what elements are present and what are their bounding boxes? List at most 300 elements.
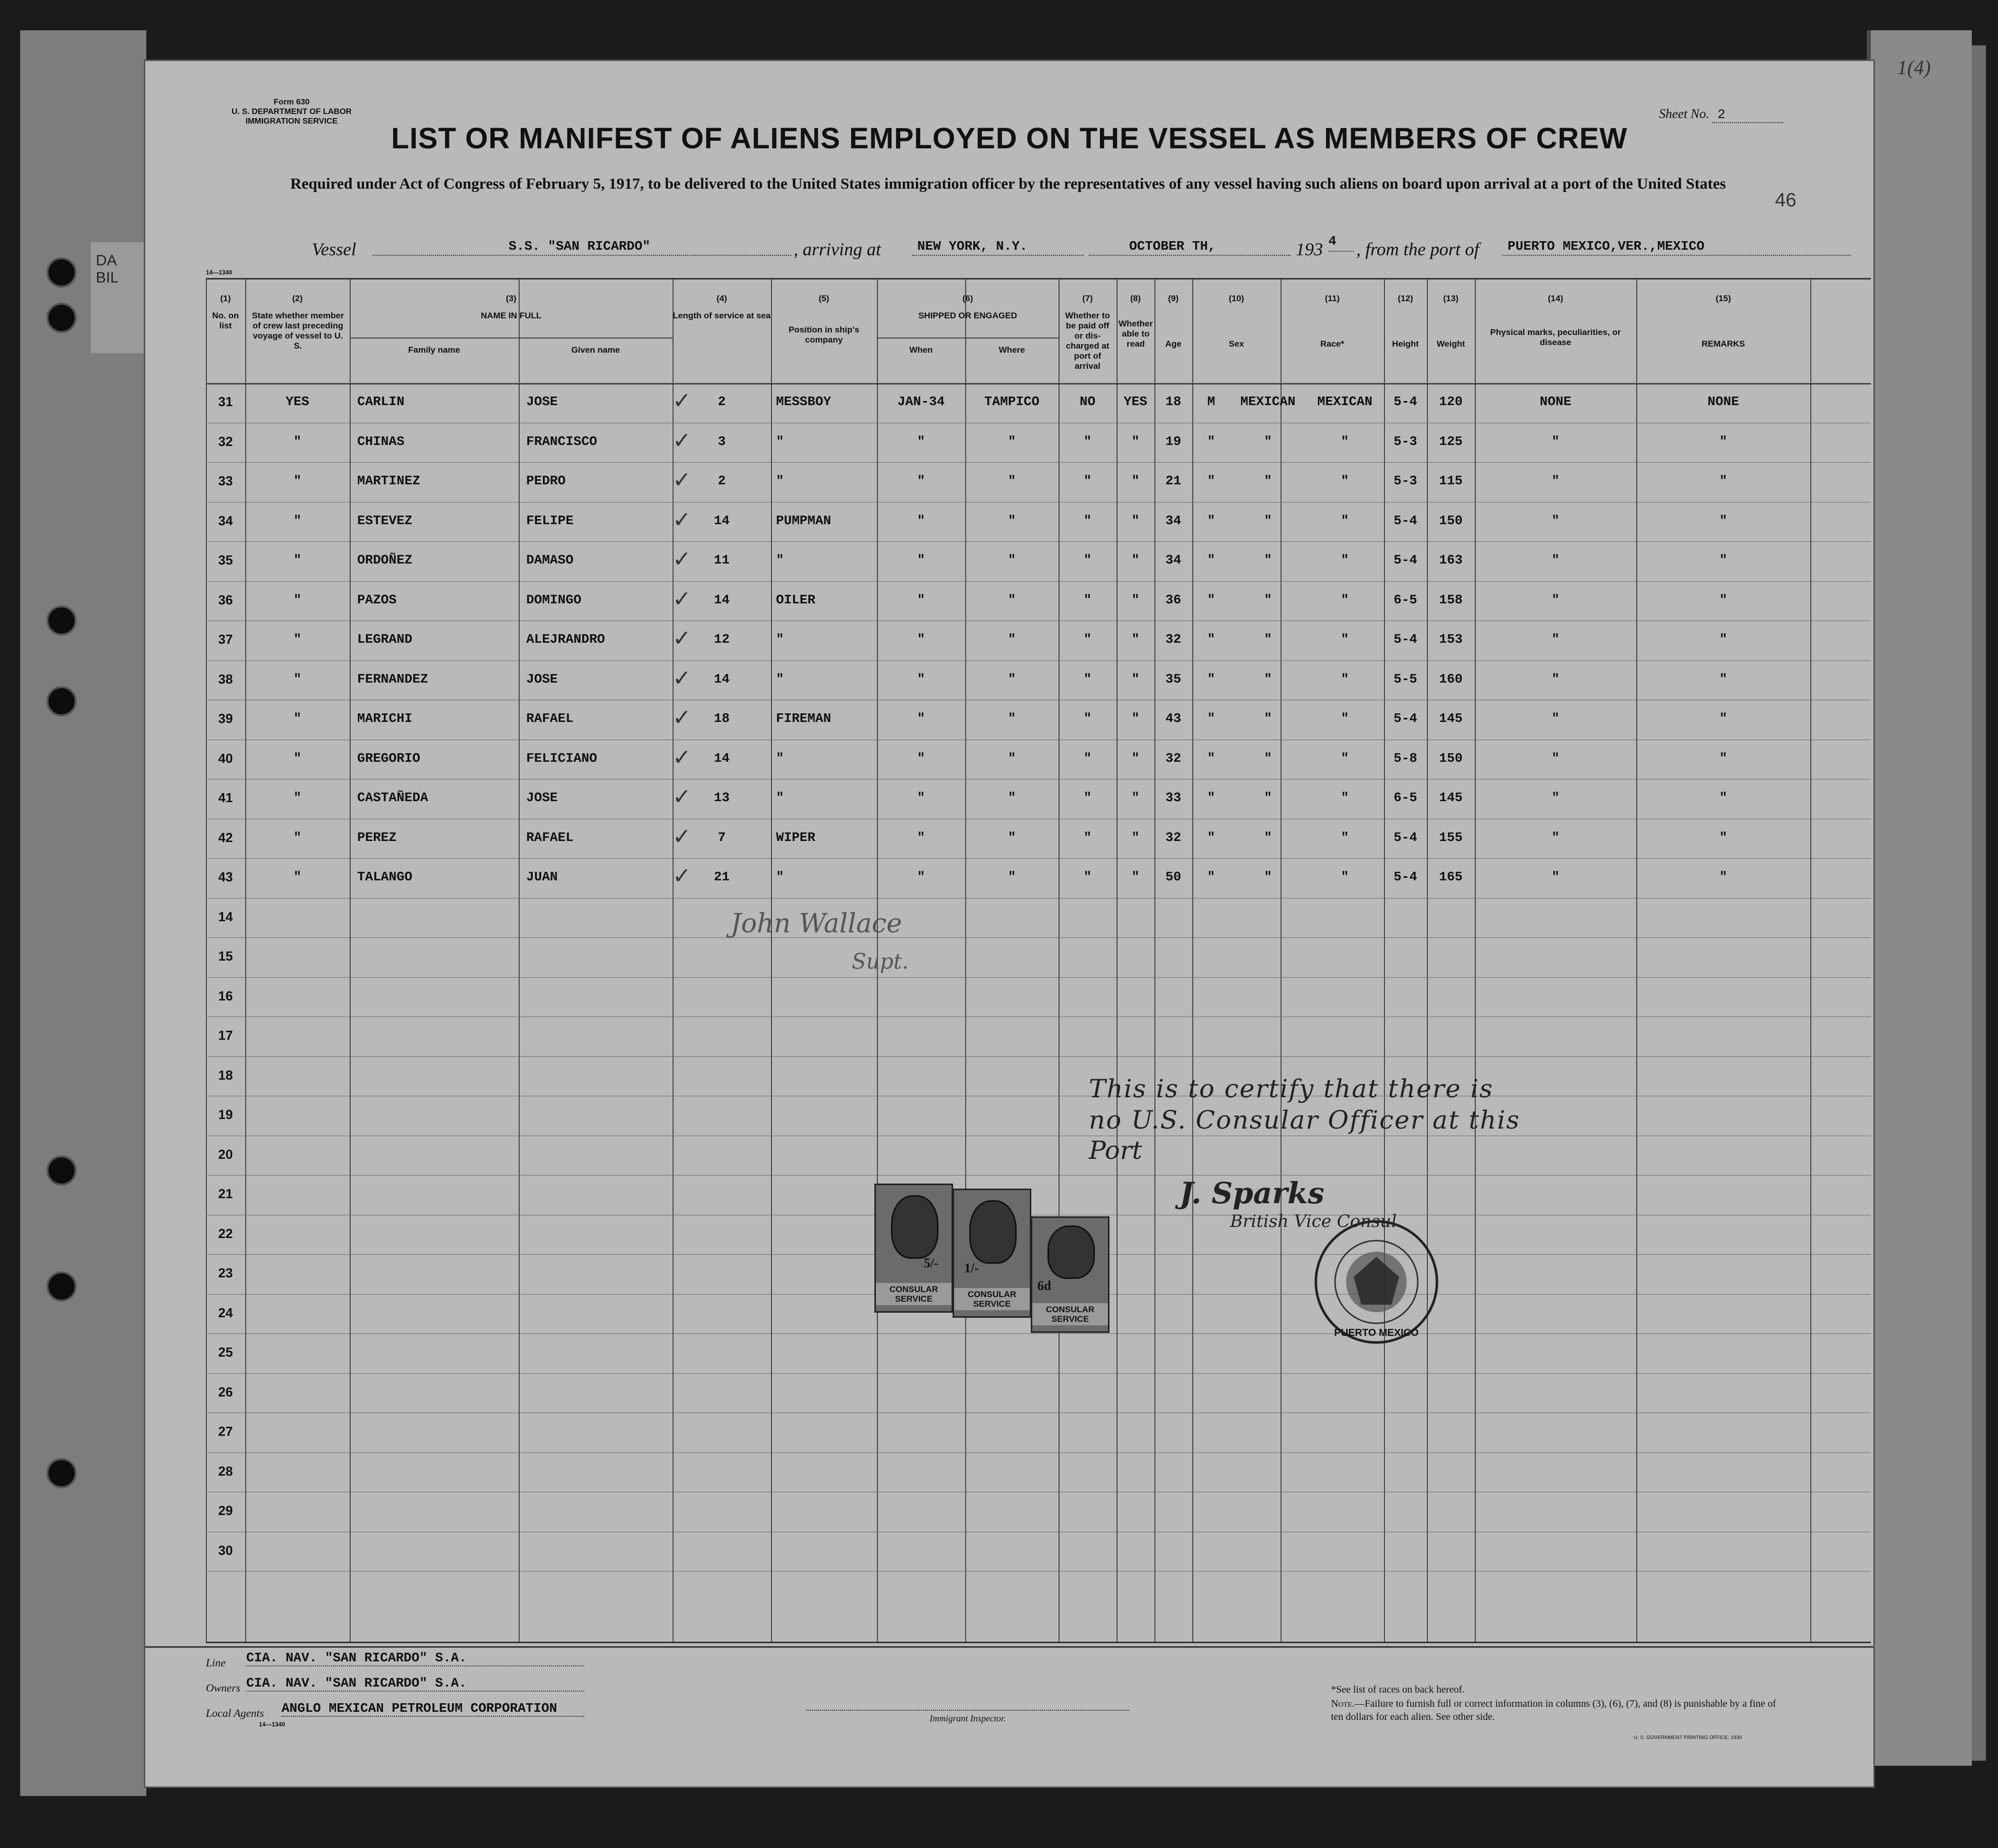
cell-read: " xyxy=(1131,790,1140,805)
sheet-value: 2 xyxy=(1712,107,1783,123)
cell-weight: 145 xyxy=(1439,790,1463,805)
cell-remarks: " xyxy=(1719,790,1728,805)
cell-read: " xyxy=(1131,671,1140,687)
cell-sex: " xyxy=(1207,473,1215,488)
cell-race: " xyxy=(1264,433,1272,449)
cell-physical: " xyxy=(1551,869,1560,884)
cell-given: JOSE xyxy=(526,394,558,409)
cell-length: 2 xyxy=(717,473,726,488)
header-when: When xyxy=(909,345,933,355)
check-mark-icon: ✓ xyxy=(673,468,691,492)
cell-when: " xyxy=(917,790,925,805)
cell-age: 19 xyxy=(1165,433,1182,449)
check-mark-icon: ✓ xyxy=(673,705,691,730)
cell-given: JOSE xyxy=(526,671,558,687)
cell-where: " xyxy=(1008,592,1016,607)
cell-family: ORDOÑEZ xyxy=(357,552,413,568)
cell-no: 31 xyxy=(218,394,233,409)
cell-sex: " xyxy=(1207,433,1215,449)
cell-physical: " xyxy=(1551,433,1560,449)
cell-given: FRANCISCO xyxy=(526,433,597,449)
cell-age: 21 xyxy=(1165,473,1182,488)
cell-nationality: " xyxy=(1341,671,1349,687)
stamp-value: 6d xyxy=(1037,1278,1051,1293)
cell-length: 14 xyxy=(713,513,730,528)
cell-physical: " xyxy=(1551,750,1560,766)
header-family-name: Family name xyxy=(408,345,460,355)
cell-when: " xyxy=(917,592,925,607)
cell-age: 34 xyxy=(1165,552,1182,568)
cell-sex: " xyxy=(1207,750,1215,766)
row-number: 18 xyxy=(218,1067,233,1083)
cell-weight: 158 xyxy=(1439,592,1463,607)
row-number: 25 xyxy=(218,1345,233,1360)
cell-given: FELIPE xyxy=(526,513,574,528)
cell-prev: " xyxy=(293,790,302,805)
cell-remarks: " xyxy=(1719,592,1728,607)
cell-remarks: " xyxy=(1719,433,1728,449)
cell-position: MESSBOY xyxy=(776,394,831,409)
cell-family: MARTINEZ xyxy=(357,473,420,488)
cell-physical: " xyxy=(1551,592,1560,607)
cell-race: " xyxy=(1264,671,1272,687)
cell-race: " xyxy=(1264,473,1272,488)
from-port-field: PUERTO MEXICO,VER.,MEXICO xyxy=(1503,239,1851,256)
cell-sex: " xyxy=(1207,711,1215,726)
check-mark-icon: ✓ xyxy=(673,824,691,849)
cell-paid: " xyxy=(1083,513,1092,528)
cell-when: " xyxy=(917,869,925,884)
cell-position: " xyxy=(776,671,784,687)
cell-height: 6-5 xyxy=(1394,790,1417,805)
cell-prev: " xyxy=(293,552,302,568)
cell-paid: " xyxy=(1083,790,1092,805)
cell-prev: " xyxy=(293,829,302,845)
owners-label: Owners xyxy=(206,1682,241,1694)
cell-prev: " xyxy=(293,711,302,726)
cell-given: JUAN xyxy=(526,869,558,884)
cell-physical: " xyxy=(1551,671,1560,687)
arriving-label: , arriving at xyxy=(794,239,881,259)
cell-read: " xyxy=(1131,711,1140,726)
cell-paid: " xyxy=(1083,433,1092,449)
kings-head-icon xyxy=(1047,1225,1095,1279)
cell-when: " xyxy=(917,632,925,647)
certification-line: Port xyxy=(1089,1136,1142,1165)
cell-age: 32 xyxy=(1165,750,1182,766)
binder-hole xyxy=(46,303,77,333)
cell-where: " xyxy=(1008,790,1016,805)
cell-race: " xyxy=(1264,632,1272,647)
cell-remarks: " xyxy=(1719,829,1728,845)
cell-height: 5-4 xyxy=(1394,632,1417,647)
cell-race: " xyxy=(1264,711,1272,726)
cell-height: 5-4 xyxy=(1394,829,1417,845)
line-label: Line xyxy=(206,1656,226,1669)
from-label: , from the port of xyxy=(1356,239,1479,259)
binder-hole xyxy=(46,1458,77,1488)
cell-sex: " xyxy=(1207,869,1215,884)
row-number: 30 xyxy=(218,1542,233,1558)
cell-nationality: MEXICAN xyxy=(1317,394,1373,409)
cell-length: 21 xyxy=(713,869,730,884)
inspector-label: Immigrant Inspector. xyxy=(929,1713,1006,1723)
cell-remarks: " xyxy=(1719,513,1728,528)
cell-weight: 115 xyxy=(1439,473,1463,488)
header-position: Position in ship's company xyxy=(788,325,860,345)
binder-hole xyxy=(46,257,77,288)
cell-age: 36 xyxy=(1165,592,1182,607)
cell-race: " xyxy=(1264,592,1272,607)
cell-prev: " xyxy=(293,632,302,647)
cell-read: " xyxy=(1131,632,1140,647)
header-race: Race* xyxy=(1320,339,1345,349)
consular-seal xyxy=(1311,1216,1442,1348)
header-length-service: Length of service at sea xyxy=(673,311,771,320)
owners-value: CIA. NAV. "SAN RICARDO" S.A. xyxy=(246,1675,584,1692)
cell-weight: 145 xyxy=(1439,711,1463,726)
check-mark-icon: ✓ xyxy=(673,507,691,532)
cell-physical: " xyxy=(1551,632,1560,647)
print-code: 14—1340 xyxy=(206,269,233,276)
stamp-value: 1/- xyxy=(964,1261,979,1275)
cell-weight: 155 xyxy=(1439,829,1463,845)
cell-race: " xyxy=(1264,869,1272,884)
col-num: (10) xyxy=(1229,294,1244,303)
cell-physical: " xyxy=(1551,552,1560,568)
cell-where: " xyxy=(1008,433,1016,449)
cell-physical: " xyxy=(1551,473,1560,488)
stamp-label: CONSULAR SERVICE xyxy=(954,1288,1030,1310)
service: IMMIGRATION SERVICE xyxy=(245,117,338,126)
cell-no: 40 xyxy=(218,750,233,766)
cell-height: 6-5 xyxy=(1394,592,1417,607)
cell-where: " xyxy=(1008,829,1016,845)
cell-remarks: NONE xyxy=(1707,394,1739,409)
cell-no: 41 xyxy=(218,790,233,805)
col-num: (8) xyxy=(1130,294,1141,303)
consul-title: British Vice Consul xyxy=(1230,1211,1397,1231)
cell-position: OILER xyxy=(776,592,816,607)
check-mark-icon: ✓ xyxy=(673,388,691,413)
cell-given: DOMINGO xyxy=(526,592,582,607)
cell-physical: " xyxy=(1551,829,1560,845)
header-able-read: Whether able to read xyxy=(1119,319,1153,349)
cell-weight: 153 xyxy=(1439,632,1463,647)
cell-sex: " xyxy=(1207,513,1215,528)
cell-position: " xyxy=(776,552,784,568)
cell-when: " xyxy=(917,513,925,528)
check-mark-icon: ✓ xyxy=(673,864,691,888)
cell-physical: " xyxy=(1551,790,1560,805)
cell-paid: " xyxy=(1083,869,1092,884)
col-num: (11) xyxy=(1324,294,1340,303)
cell-family: GREGORIO xyxy=(357,750,420,766)
header-weight: Weight xyxy=(1436,339,1465,349)
binder-hole xyxy=(46,1155,77,1186)
header-state-member: State whether member of crew last preceding voyage of vessel to U. S. xyxy=(252,311,344,351)
cell-where: " xyxy=(1008,711,1016,726)
cell-length: 11 xyxy=(713,552,730,568)
col-num: (6) xyxy=(962,294,973,303)
cell-paid: " xyxy=(1083,829,1092,845)
cell-where: " xyxy=(1008,552,1016,568)
cell-race: " xyxy=(1264,790,1272,805)
row-number: 23 xyxy=(218,1265,233,1280)
cell-prev: " xyxy=(293,433,302,449)
cell-remarks: " xyxy=(1719,632,1728,647)
arrival-date-field: OCTOBER TH, xyxy=(1089,239,1291,256)
cell-prev: " xyxy=(293,671,302,687)
master-signature: John Wallace xyxy=(731,909,902,939)
cell-physical: NONE xyxy=(1539,394,1572,409)
cell-nationality: " xyxy=(1341,513,1349,528)
cell-position: " xyxy=(776,869,784,884)
cell-no: 37 xyxy=(218,632,233,647)
cell-weight: 150 xyxy=(1439,513,1463,528)
header-name-in-full: NAME IN FULL xyxy=(481,311,541,320)
stamp-label: CONSULAR SERVICE xyxy=(1032,1303,1108,1325)
cell-when: " xyxy=(917,711,925,726)
cell-age: 33 xyxy=(1165,790,1182,805)
cell-where: " xyxy=(1008,671,1016,687)
cell-given: PEDRO xyxy=(526,473,566,488)
cell-read: " xyxy=(1131,869,1140,884)
cell-height: 5-4 xyxy=(1394,513,1417,528)
cell-no: 34 xyxy=(218,513,233,528)
cell-nationality: " xyxy=(1341,473,1349,488)
cell-position: " xyxy=(776,750,784,766)
cell-read: " xyxy=(1131,592,1140,607)
row-number: 16 xyxy=(218,988,233,1003)
col-num: (5) xyxy=(818,294,829,303)
binder-hole xyxy=(46,605,77,636)
header-shipped: SHIPPED OR ENGAGED xyxy=(918,311,1017,320)
cell-remarks: " xyxy=(1719,671,1728,687)
cell-length: 7 xyxy=(717,829,726,845)
page-subtitle: Required under Act of Congress of February 5, 1917, to be delivered to the United States immigration officer by the representatives of any vessel having such aliens on board upon arrival at a port of the United States xyxy=(290,175,1726,192)
cell-where: " xyxy=(1008,869,1016,884)
cell-length: 14 xyxy=(713,671,730,687)
cell-sex: " xyxy=(1207,790,1215,805)
cell-prev: " xyxy=(293,592,302,607)
cell-position: WIPER xyxy=(776,829,816,845)
cell-height: 5-4 xyxy=(1394,552,1417,568)
cell-paid: NO xyxy=(1079,394,1096,409)
row-number: 22 xyxy=(218,1225,233,1241)
col-num: (13) xyxy=(1443,294,1459,303)
cell-nationality: " xyxy=(1341,711,1349,726)
check-mark-icon: ✓ xyxy=(673,785,691,809)
cell-sex: M xyxy=(1207,394,1215,409)
cell-given: JOSE xyxy=(526,790,558,805)
binder-tab: DA BIL xyxy=(91,242,146,353)
cell-read: " xyxy=(1131,552,1140,568)
cell-weight: 120 xyxy=(1439,394,1463,409)
year-suffix: 4 xyxy=(1328,234,1354,252)
cell-length: 3 xyxy=(717,433,726,449)
cell-family: CHINAS xyxy=(357,433,405,449)
cell-age: 35 xyxy=(1165,671,1182,687)
binder-hole xyxy=(46,686,77,716)
cell-paid: " xyxy=(1083,711,1092,726)
cell-position: " xyxy=(776,473,784,488)
row-number: 29 xyxy=(218,1503,233,1518)
cell-prev: " xyxy=(293,513,302,528)
vessel-label: Vessel xyxy=(312,239,356,259)
year-prefix: 193 xyxy=(1296,239,1323,259)
check-mark-icon: ✓ xyxy=(673,745,691,770)
binder-hole xyxy=(46,1271,77,1302)
cell-when: " xyxy=(917,671,925,687)
col-num: (14) xyxy=(1547,294,1564,303)
cell-given: RAFAEL xyxy=(526,829,574,845)
sheet-label: Sheet No. xyxy=(1659,106,1709,121)
certification-line: no U.S. Consular Officer at this xyxy=(1089,1105,1521,1135)
cell-nationality: " xyxy=(1341,592,1349,607)
vessel-field: S.S. "SAN RICARDO" xyxy=(372,239,791,256)
check-mark-icon: ✓ xyxy=(673,428,691,453)
header-given-name: Given name xyxy=(571,345,620,355)
col-num: (2) xyxy=(292,294,303,303)
cell-age: 32 xyxy=(1165,829,1182,845)
cell-paid: " xyxy=(1083,552,1092,568)
cell-length: 13 xyxy=(713,790,730,805)
cell-nationality: " xyxy=(1341,433,1349,449)
col-num: (1) xyxy=(220,294,231,303)
failure-note xyxy=(1331,1697,1785,1723)
cell-read: " xyxy=(1131,433,1140,449)
cell-where: TAMPICO xyxy=(984,394,1040,409)
cell-height: 5-4 xyxy=(1394,869,1417,884)
certification-line: This is to certify that there is xyxy=(1089,1074,1493,1103)
cell-when: " xyxy=(917,433,925,449)
cell-remarks: " xyxy=(1719,473,1728,488)
cell-paid: " xyxy=(1083,592,1092,607)
cell-no: 32 xyxy=(218,433,233,449)
cell-nationality: " xyxy=(1341,790,1349,805)
cell-height: 5-5 xyxy=(1394,671,1417,687)
sheet-number xyxy=(1659,106,1783,123)
cell-weight: 160 xyxy=(1439,671,1463,687)
cell-sex: " xyxy=(1207,829,1215,845)
cell-family: LEGRAND xyxy=(357,632,413,647)
col-num: (3) xyxy=(506,294,517,303)
row-number: 24 xyxy=(218,1305,233,1320)
consul-signature: J. Sparks xyxy=(1180,1176,1324,1210)
cell-when: " xyxy=(917,552,925,568)
cell-family: TALANGO xyxy=(357,869,413,884)
arrival-port-field: NEW YORK, N.Y. xyxy=(912,239,1084,256)
cell-length: 14 xyxy=(713,750,730,766)
cell-race: MEXICAN xyxy=(1240,394,1296,409)
cell-age: 32 xyxy=(1165,632,1182,647)
cell-given: ALEJRANDRO xyxy=(526,632,605,647)
kings-head-icon xyxy=(891,1195,938,1259)
check-mark-icon: ✓ xyxy=(673,626,691,651)
cell-no: 42 xyxy=(218,829,233,845)
note-text: —Failure to furnish full or correct information in columns (3), (6), (7), and (8) is punishable by a fine of ten dollars for each alien. See other side. xyxy=(1331,1698,1777,1722)
cell-length: 12 xyxy=(713,632,730,647)
consular-stamp xyxy=(953,1189,1031,1318)
header-sex: Sex xyxy=(1229,339,1244,349)
cell-family: PEREZ xyxy=(357,829,397,845)
consular-stamp xyxy=(874,1184,953,1313)
header-remarks: REMARKS xyxy=(1701,339,1745,349)
cell-given: FELICIANO xyxy=(526,750,597,766)
cell-weight: 125 xyxy=(1439,433,1463,449)
cell-no: 33 xyxy=(218,473,233,488)
note-label: Note. xyxy=(1331,1698,1355,1709)
header-no-on-list: No. on list xyxy=(212,311,239,330)
cell-age: 34 xyxy=(1165,513,1182,528)
cell-given: RAFAEL xyxy=(526,711,574,726)
cell-height: 5-4 xyxy=(1394,394,1417,409)
cell-prev: YES xyxy=(286,394,309,409)
cell-read: YES xyxy=(1124,394,1147,409)
row-number: 19 xyxy=(218,1107,233,1122)
cell-paid: " xyxy=(1083,473,1092,488)
cell-sex: " xyxy=(1207,632,1215,647)
row-number: 26 xyxy=(218,1384,233,1399)
cell-length: 18 xyxy=(713,711,730,726)
cell-race: " xyxy=(1264,552,1272,568)
cell-race: " xyxy=(1264,750,1272,766)
kings-head-icon xyxy=(969,1200,1017,1264)
cell-weight: 150 xyxy=(1439,750,1463,766)
underlying-page xyxy=(1867,30,1972,1766)
cell-length: 2 xyxy=(717,394,726,409)
agents-label: Local Agents xyxy=(206,1707,264,1719)
cell-no: 36 xyxy=(218,592,233,607)
cell-nationality: " xyxy=(1341,632,1349,647)
cell-remarks: " xyxy=(1719,750,1728,766)
cell-height: 5-3 xyxy=(1394,433,1417,449)
cell-read: " xyxy=(1131,829,1140,845)
cell-race: " xyxy=(1264,829,1272,845)
cell-position: " xyxy=(776,790,784,805)
cell-where: " xyxy=(1008,513,1016,528)
cell-age: 18 xyxy=(1165,394,1182,409)
cell-paid: " xyxy=(1083,750,1092,766)
cell-weight: 163 xyxy=(1439,552,1463,568)
cell-remarks: " xyxy=(1719,711,1728,726)
corner-mark: 1(4) xyxy=(1897,56,1931,79)
cell-age: 43 xyxy=(1165,711,1182,726)
cell-position: PUMPMAN xyxy=(776,513,831,528)
cell-height: 5-3 xyxy=(1394,473,1417,488)
crew-table xyxy=(206,278,1871,1643)
cell-prev: " xyxy=(293,869,302,884)
cell-when: " xyxy=(917,750,925,766)
cell-where: " xyxy=(1008,750,1016,766)
cell-height: 5-4 xyxy=(1394,711,1417,726)
cell-position: " xyxy=(776,632,784,647)
cell-family: ESTEVEZ xyxy=(357,513,413,528)
race-note: *See list of races on back hereof. xyxy=(1331,1684,1465,1695)
cell-family: PAZOS xyxy=(357,592,397,607)
seal-text: PUERTO MEXICO xyxy=(1334,1327,1419,1338)
cell-physical: " xyxy=(1551,513,1560,528)
department: U. S. DEPARTMENT OF LABOR xyxy=(232,107,352,116)
col-num: (4) xyxy=(716,294,727,303)
cell-when: " xyxy=(917,829,925,845)
cell-family: CASTAÑEDA xyxy=(357,790,428,805)
agents-code: 14—1340 xyxy=(259,1721,286,1728)
agents-value: ANGLO MEXICAN PETROLEUM CORPORATION xyxy=(282,1701,584,1717)
manifest-document xyxy=(144,60,1875,1788)
row-number: 14 xyxy=(218,909,233,924)
